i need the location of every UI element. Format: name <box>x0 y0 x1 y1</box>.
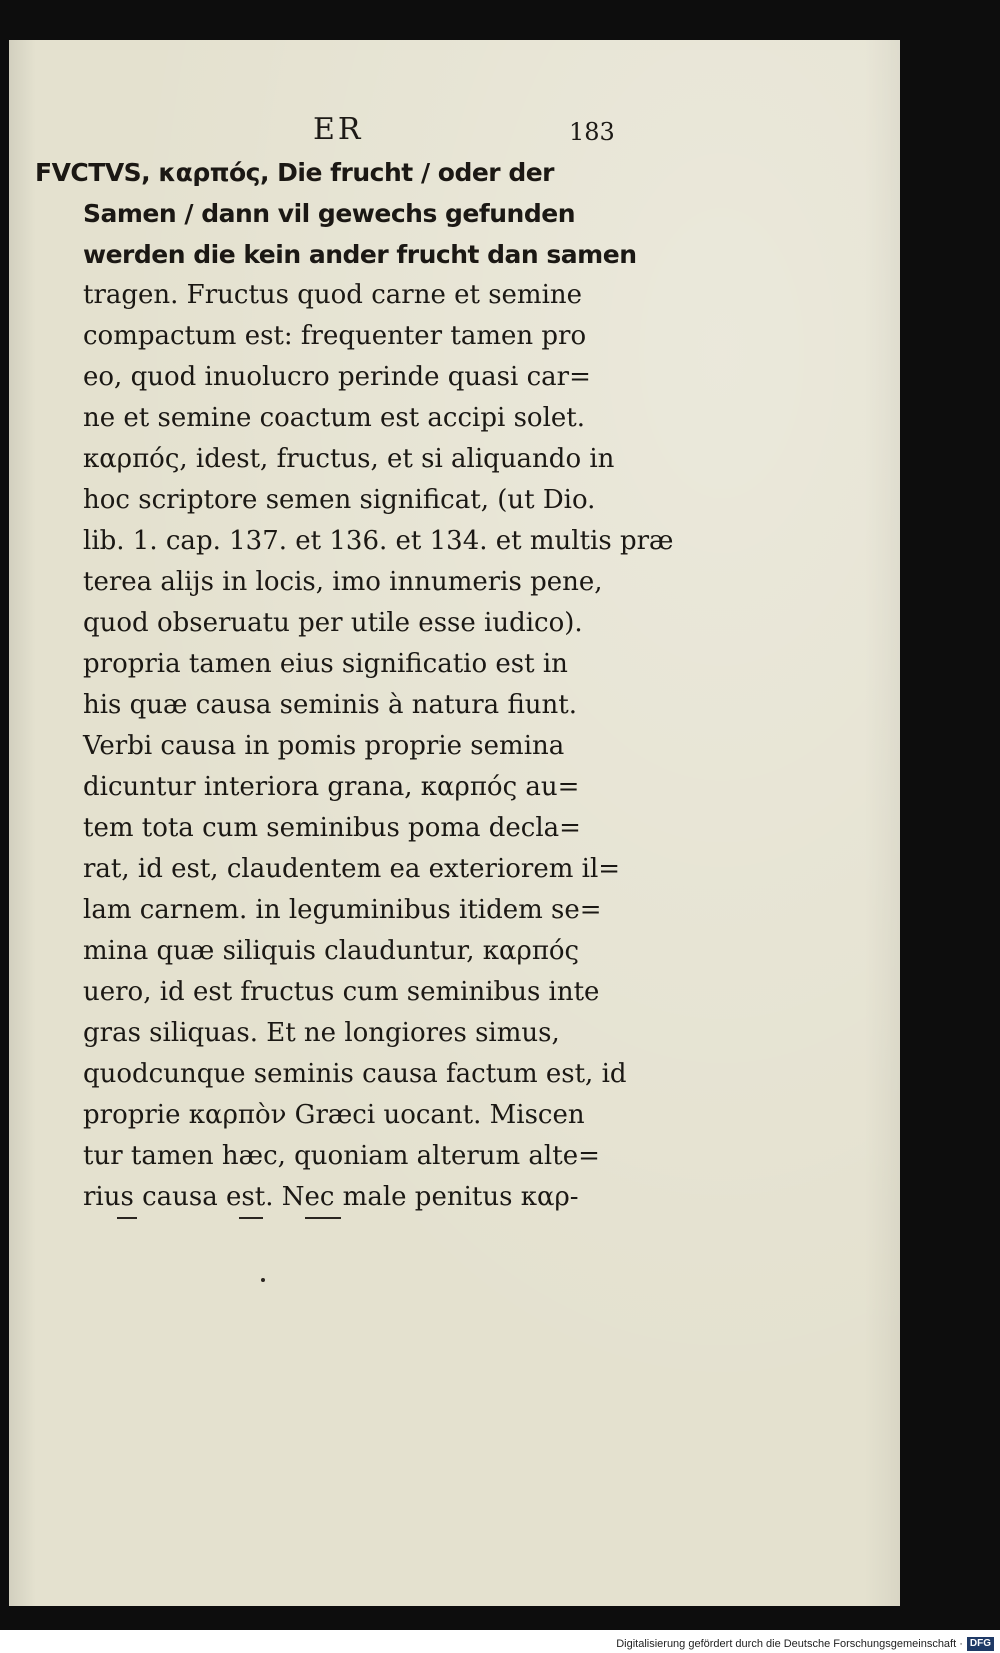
text-line: tur tamen hæc, quoniam alterum alte= <box>83 1141 600 1171</box>
digitization-credit <box>616 1636 994 1652</box>
running-head: ER <box>313 112 364 147</box>
text-line: quod obseruatu per utile esse iudico). <box>83 608 583 638</box>
body-text <box>35 152 675 1218</box>
text-line: werden die kein ander frucht dan samen <box>83 240 637 269</box>
text-line: rius causa est. Nec male penitus καρ- <box>83 1182 579 1212</box>
text-line: lam carnem. in leguminibus itidem se= <box>83 895 602 925</box>
page-header <box>9 112 900 152</box>
ink-mark <box>305 1217 341 1219</box>
catchword-marks <box>109 1217 409 1223</box>
ink-mark <box>239 1217 263 1219</box>
text-line: proprie καρπὸν Græci uocant. Miscen <box>83 1100 585 1130</box>
ink-dot <box>261 1278 265 1282</box>
text-line: lib. 1. cap. 137. et 136. et 134. et multis præ <box>83 526 674 556</box>
text-line: gras siliquas. Et ne longiores simus, <box>83 1018 560 1048</box>
page-number: 183 <box>569 118 615 146</box>
text-line: quodcunque seminis causa factum est, id <box>83 1059 627 1089</box>
book-page <box>9 40 900 1606</box>
text-line: compactum est: frequenter tamen pro <box>83 321 587 351</box>
text-line: Verbi causa in pomis proprie semina <box>83 731 565 761</box>
text-line: ne et semine coactum est accipi solet. <box>83 403 585 433</box>
text-line: propria tamen eius significatio est in <box>83 649 568 679</box>
credit-text: Digitalisierung gefördert durch die Deutsche Forschungsgemeinschaft · <box>616 1638 963 1650</box>
text-line: eo, quod inuolucro perinde quasi car= <box>83 362 591 392</box>
text-line: mina quæ siliquis clauduntur, καρπός <box>83 936 580 966</box>
text-line: terea alijs in locis, imo innumeris pene, <box>83 567 603 597</box>
text-line: his quæ causa seminis à natura fiunt. <box>83 690 577 720</box>
text-line: Samen / dann vil gewechs gefunden <box>83 199 575 228</box>
text-line: καρπός, idest, fructus, et si aliquando in <box>83 444 615 474</box>
text-line: rat, id est, claudentem ea exteriorem il= <box>83 854 621 884</box>
text-line: dicuntur interiora grana, καρπός au= <box>83 772 580 802</box>
text-line: tragen. Fructus quod carne et semine <box>83 280 583 310</box>
text-line: hoc scriptore semen significat, (ut Dio. <box>83 485 596 515</box>
text-line: uero, id est fructus cum seminibus inte <box>83 977 600 1007</box>
text-line: FVCTVS, καρπός, Die frucht / oder der <box>35 158 555 187</box>
ink-mark <box>117 1217 137 1219</box>
dfg-logo: DFG <box>967 1637 994 1651</box>
text-line: tem tota cum seminibus poma decla= <box>83 813 581 843</box>
